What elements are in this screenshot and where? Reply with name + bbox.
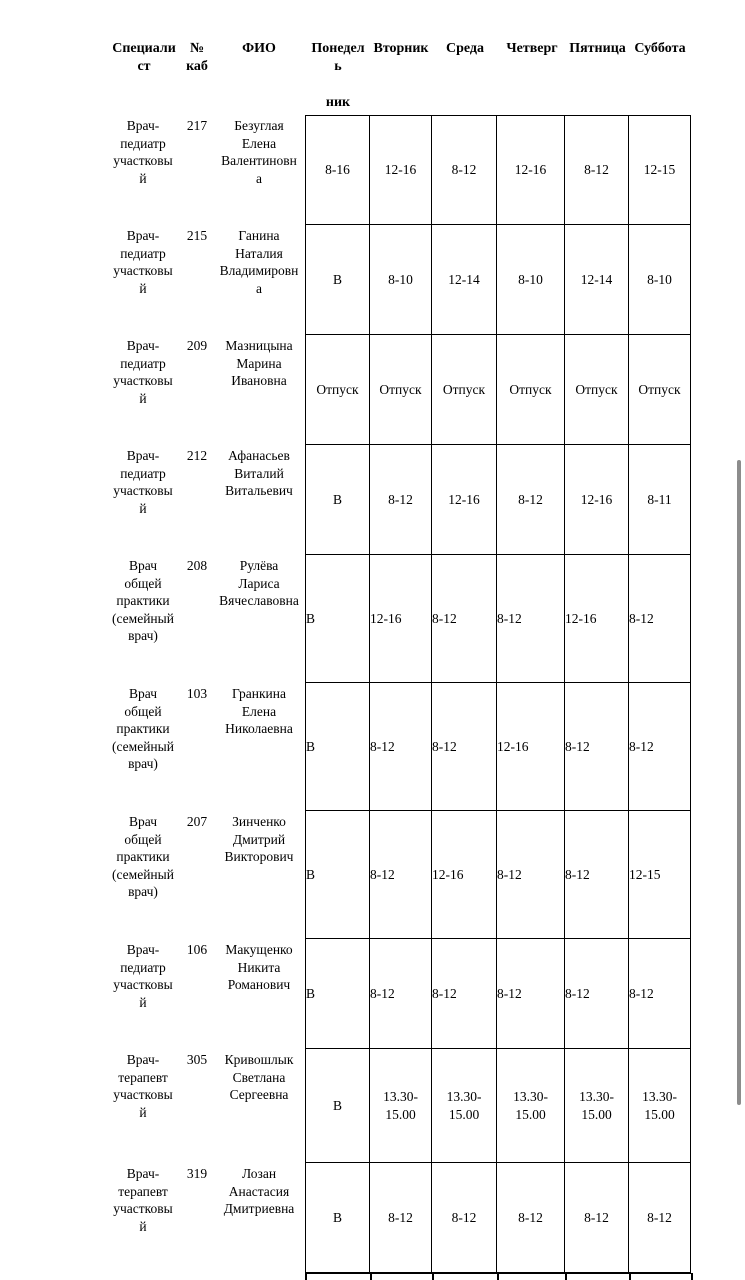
table-continuation-stub bbox=[432, 1273, 434, 1280]
specialist-cell: Врач общей практики (семейный врач) bbox=[112, 686, 174, 772]
schedule-cell-day-6: 8-11 bbox=[629, 445, 691, 555]
header-day-3: Среда bbox=[445, 41, 484, 56]
schedule-cell-day-6: 12-15 bbox=[629, 115, 691, 225]
schedule-cell-day-4: 12-16 bbox=[497, 683, 565, 811]
room-cell: 208 bbox=[186, 558, 208, 573]
schedule-cell-day-1: В bbox=[305, 1049, 370, 1163]
schedule-cell-day-3: 12-16 bbox=[432, 811, 497, 939]
table-continuation-stub bbox=[565, 1273, 567, 1280]
schedule-cell-day-6: 8-10 bbox=[629, 225, 691, 335]
schedule-cell-day-2: 12-16 bbox=[370, 555, 432, 683]
schedule-cell-day-5: 12-14 bbox=[565, 225, 629, 335]
schedule-cell-day-3: 8-12 bbox=[432, 555, 497, 683]
schedule-cell-day-6: 13.30- 15.00 bbox=[629, 1049, 691, 1163]
schedule-cell-day-1: В bbox=[305, 555, 370, 683]
doctor-name-cell: Макущенко Никита Романович bbox=[225, 942, 293, 993]
doctor-name-cell: Афанасьев Виталий Витальевич bbox=[225, 448, 293, 499]
room-cell: 217 bbox=[186, 118, 208, 133]
room-cell: 212 bbox=[186, 448, 208, 463]
schedule-cell-day-2: 8-12 bbox=[370, 1163, 432, 1273]
schedule-cell-day-3: Отпуск bbox=[432, 335, 497, 445]
schedule-cell-day-5: 8-12 bbox=[565, 1163, 629, 1273]
table-continuation-stub bbox=[370, 1273, 372, 1280]
doctor-name-cell: Рулёва Лариса Вячеславовна bbox=[219, 558, 299, 609]
table-continuation-stub bbox=[691, 1273, 693, 1280]
header-day-4: Четверг bbox=[506, 41, 558, 56]
room-cell: 209 bbox=[186, 338, 208, 353]
specialist-cell: Врач- педиатр участковы й bbox=[113, 942, 173, 1010]
schedule-cell-day-1: 8-16 bbox=[305, 115, 370, 225]
table-continuation-line bbox=[305, 1272, 691, 1274]
schedule-cell-day-6: 8-12 bbox=[629, 939, 691, 1049]
schedule-cell-day-4: 8-12 bbox=[497, 939, 565, 1049]
room-cell: 319 bbox=[186, 1166, 208, 1181]
doctor-name-cell: Гранкина Елена Николаевна bbox=[225, 686, 293, 737]
header-day-5: Пятница bbox=[569, 41, 626, 56]
schedule-cell-day-5: 12-16 bbox=[565, 555, 629, 683]
header-name: ФИО bbox=[242, 41, 276, 56]
header-specialist: Специали ст bbox=[112, 41, 176, 74]
schedule-cell-day-5: 8-12 bbox=[565, 115, 629, 225]
schedule-cell-day-2: 12-16 bbox=[370, 115, 432, 225]
room-cell: 103 bbox=[186, 686, 208, 701]
schedule-cell-day-4: Отпуск bbox=[497, 335, 565, 445]
specialist-cell: Врач- педиатр участковы й bbox=[113, 118, 173, 186]
schedule-cell-day-3: 12-16 bbox=[432, 445, 497, 555]
schedule-cell-day-1: В bbox=[305, 225, 370, 335]
schedule-cell-day-5: Отпуск bbox=[565, 335, 629, 445]
doctor-name-cell: Мазницына Марина Ивановна bbox=[225, 338, 293, 389]
schedule-cell-day-5: 8-12 bbox=[565, 811, 629, 939]
schedule-cell-day-2: 8-10 bbox=[370, 225, 432, 335]
schedule-cell-day-1: Отпуск bbox=[305, 335, 370, 445]
schedule-cell-day-1: В bbox=[305, 683, 370, 811]
doctor-name-cell: Зинченко Дмитрий Викторович bbox=[224, 814, 294, 865]
specialist-cell: Врач- терапевт участковы й bbox=[113, 1166, 173, 1234]
schedule-cell-day-3: 8-12 bbox=[432, 939, 497, 1049]
schedule-cell-day-2: 8-12 bbox=[370, 445, 432, 555]
header-day-6: Суббота bbox=[634, 41, 686, 56]
schedule-cell-day-4: 12-16 bbox=[497, 115, 565, 225]
schedule-cell-day-2: 8-12 bbox=[370, 683, 432, 811]
schedule-cell-day-4: 8-12 bbox=[497, 445, 565, 555]
specialist-cell: Врач общей практики (семейный врач) bbox=[112, 558, 174, 644]
doctor-name-cell: Безуглая Елена Валентиновн а bbox=[221, 118, 297, 186]
schedule-cell-day-4: 8-12 bbox=[497, 811, 565, 939]
schedule-cell-day-3: 8-12 bbox=[432, 1163, 497, 1273]
schedule-cell-day-4: 8-12 bbox=[497, 1163, 565, 1273]
schedule-cell-day-1: В bbox=[305, 939, 370, 1049]
schedule-cell-day-3: 8-12 bbox=[432, 115, 497, 225]
schedule-cell-day-5: 8-12 bbox=[565, 683, 629, 811]
schedule-cell-day-1: В bbox=[305, 811, 370, 939]
schedule-cell-day-2: 13.30- 15.00 bbox=[370, 1049, 432, 1163]
specialist-cell: Врач- педиатр участковы й bbox=[113, 448, 173, 516]
schedule-cell-day-6: 8-12 bbox=[629, 555, 691, 683]
room-cell: 215 bbox=[186, 228, 208, 243]
specialist-cell: Врач- педиатр участковы й bbox=[113, 338, 173, 406]
doctor-name-cell: Кривошлык Светлана Сергеевна bbox=[224, 1052, 294, 1103]
schedule-cell-day-3: 8-12 bbox=[432, 683, 497, 811]
schedule-cell-day-2: 8-12 bbox=[370, 811, 432, 939]
schedule-cell-day-6: Отпуск bbox=[629, 335, 691, 445]
specialist-cell: Врач общей практики (семейный врач) bbox=[112, 814, 174, 900]
specialist-cell: Врач- терапевт участковы й bbox=[113, 1052, 173, 1120]
schedule-cell-day-2: 8-12 bbox=[370, 939, 432, 1049]
table-continuation-stub bbox=[629, 1273, 631, 1280]
schedule-cell-day-5: 13.30- 15.00 bbox=[565, 1049, 629, 1163]
schedule-cell-day-1: В bbox=[305, 445, 370, 555]
room-cell: 207 bbox=[186, 814, 208, 829]
header-day-1: Понедел ь ник bbox=[311, 41, 365, 110]
table-continuation-stub bbox=[305, 1273, 307, 1280]
schedule-cell-day-3: 13.30- 15.00 bbox=[432, 1049, 497, 1163]
page-scrollbar[interactable] bbox=[737, 460, 741, 1105]
doctor-name-cell: Ганина Наталия Владимировн а bbox=[219, 228, 299, 296]
schedule-cell-day-6: 8-12 bbox=[629, 1163, 691, 1273]
table-continuation-stub bbox=[497, 1273, 499, 1280]
schedule-cell-day-1: В bbox=[305, 1163, 370, 1273]
header-room: № каб bbox=[186, 41, 208, 74]
schedule-cell-day-4: 8-12 bbox=[497, 555, 565, 683]
schedule-cell-day-4: 13.30- 15.00 bbox=[497, 1049, 565, 1163]
doctor-name-cell: Лозан Анастасия Дмитриевна bbox=[223, 1166, 295, 1217]
schedule-cell-day-5: 12-16 bbox=[565, 445, 629, 555]
schedule-cell-day-2: Отпуск bbox=[370, 335, 432, 445]
schedule-cell-day-6: 8-12 bbox=[629, 683, 691, 811]
specialist-cell: Врач- педиатр участковы й bbox=[113, 228, 173, 296]
schedule-cell-day-5: 8-12 bbox=[565, 939, 629, 1049]
schedule-cell-day-3: 12-14 bbox=[432, 225, 497, 335]
schedule-cell-day-6: 12-15 bbox=[629, 811, 691, 939]
header-day-2: Вторник bbox=[373, 41, 429, 56]
room-cell: 305 bbox=[186, 1052, 208, 1067]
room-cell: 106 bbox=[186, 942, 208, 957]
schedule-cell-day-4: 8-10 bbox=[497, 225, 565, 335]
